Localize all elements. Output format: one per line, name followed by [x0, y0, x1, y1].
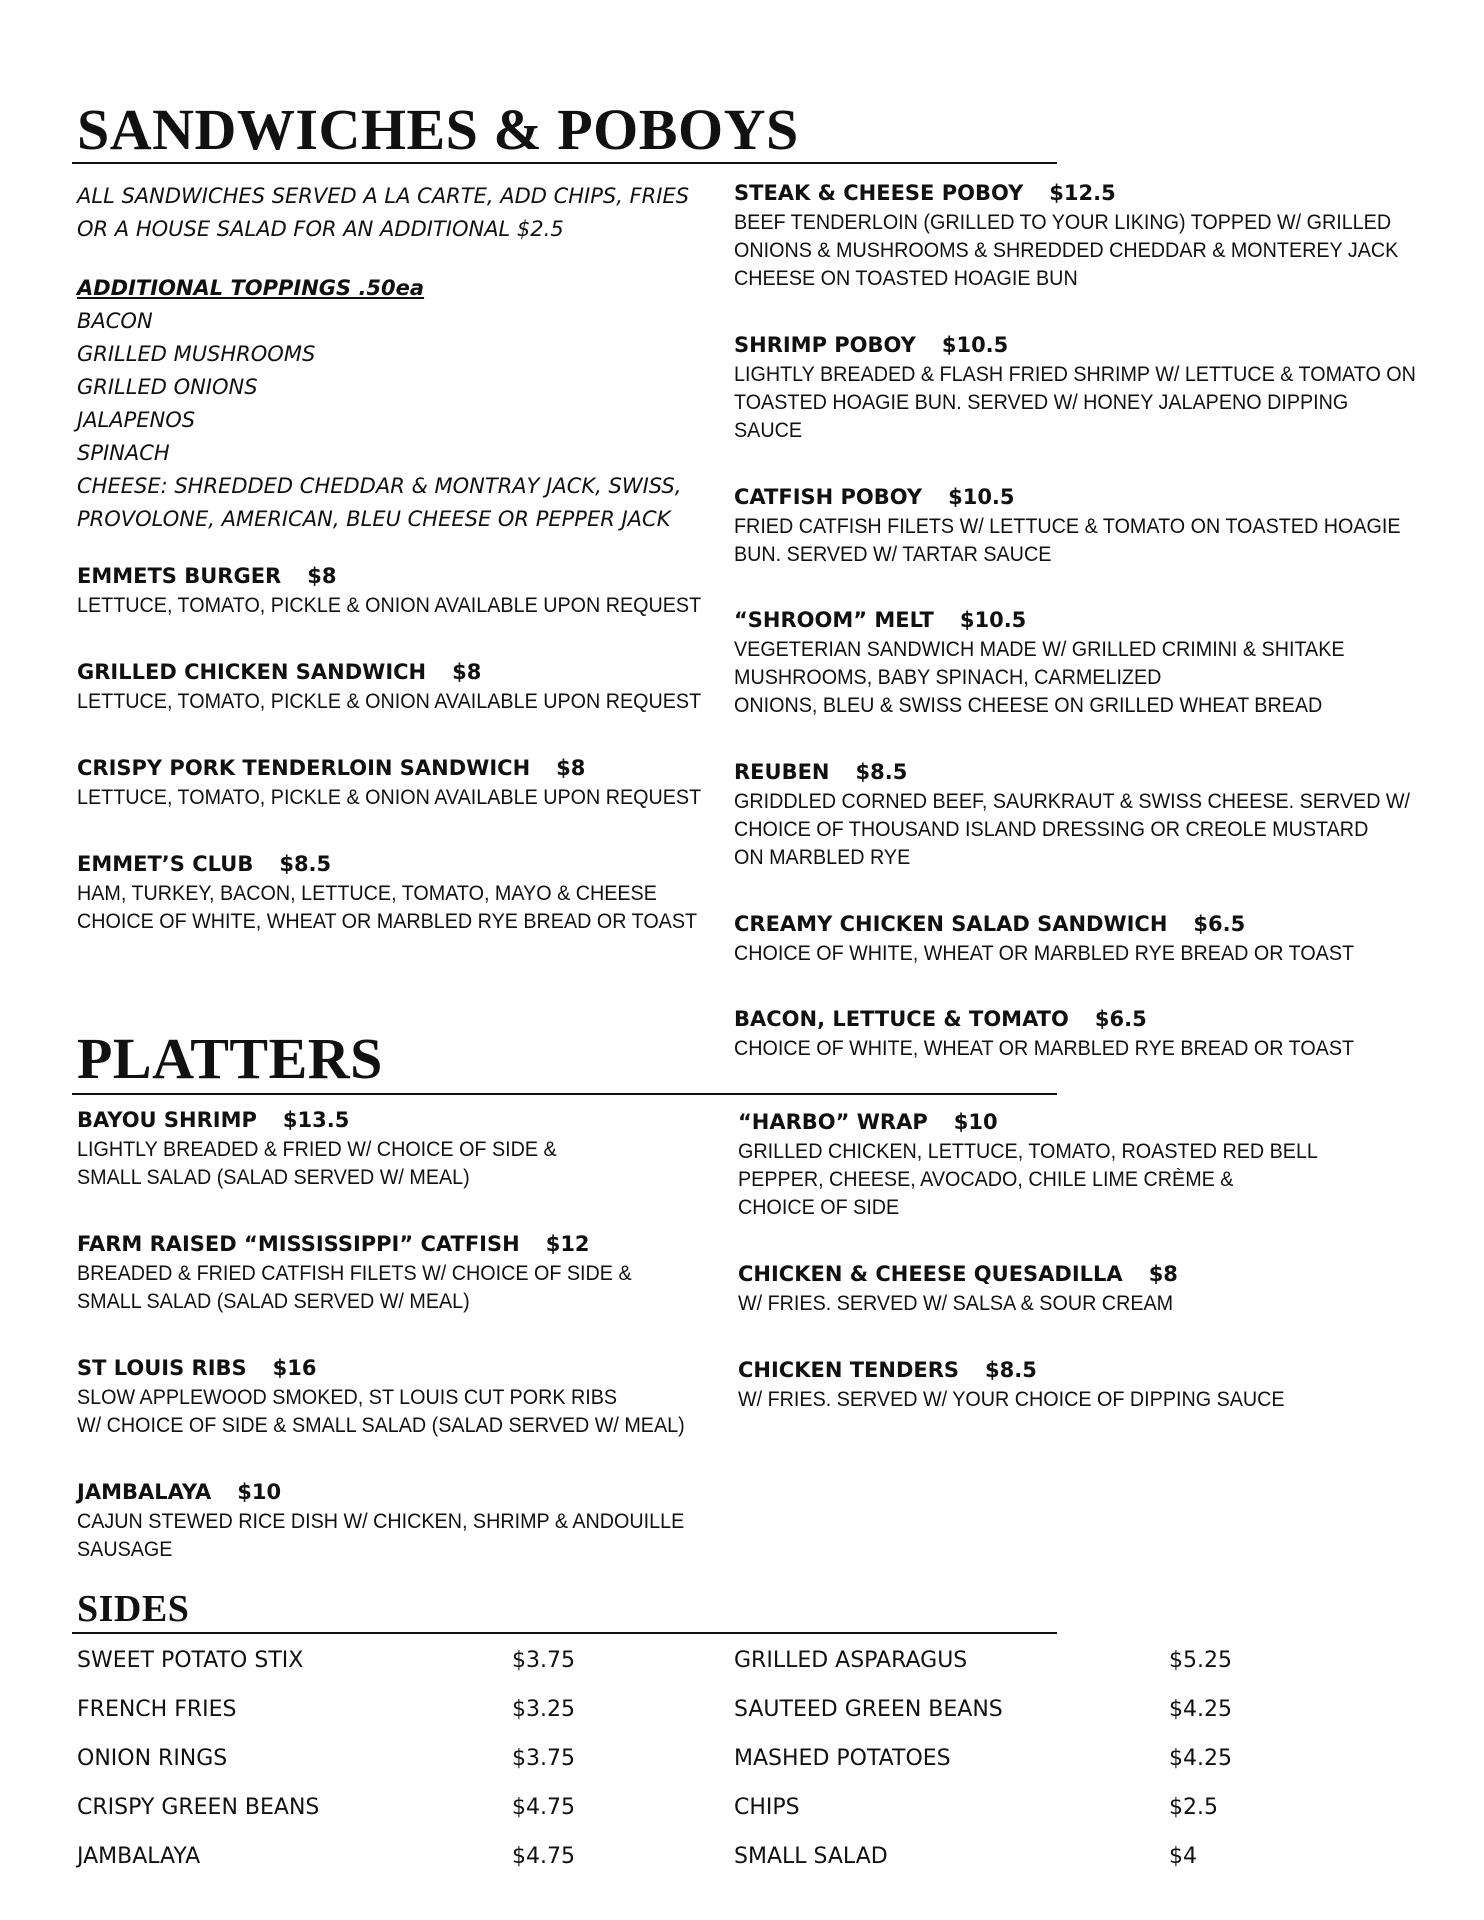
- item-name: “SHROOM” MELT: [734, 608, 934, 632]
- item-name: REUBEN: [734, 760, 830, 784]
- menu-item: [77, 564, 741, 620]
- item-name: JAMBALAYA: [77, 1480, 212, 1504]
- sandwiches-note: [77, 180, 689, 536]
- menu-item: [734, 485, 1443, 569]
- item-desc: W/ CHOICE OF SIDE & SMALL SALAD (SALAD SERVED W/ MEAL): [77, 1414, 685, 1437]
- item-price: $8: [452, 660, 482, 684]
- item-price: $6.5: [1094, 1007, 1147, 1031]
- item-desc: FRIED CATFISH FILETS W/ LETTUCE & TOMATO ON TOASTED HOAGIE: [734, 515, 1401, 538]
- side-price: $3.75: [512, 1746, 575, 1771]
- menu-item: [77, 1232, 667, 1316]
- item-desc: SMALL SALAD (SALAD SERVED W/ MEAL): [77, 1166, 470, 1189]
- item-price: $16: [272, 1356, 317, 1380]
- item-desc: VEGETERIAN SANDWICH MADE W/ GRILLED CRIMINI & SHITAKE: [734, 638, 1345, 661]
- menu-item: [738, 1358, 1319, 1414]
- sandwiches-heading: SANDWICHES & POBOYS: [77, 97, 799, 162]
- side-price: $4.25: [1169, 1746, 1232, 1771]
- item-name: FARM RAISED “MISSISSIPPI” CATFISH: [77, 1232, 520, 1256]
- item-desc: SAUSAGE: [77, 1538, 173, 1561]
- item-price: $10.5: [959, 608, 1027, 632]
- side-price: $5.25: [1169, 1648, 1232, 1673]
- side-name: SWEET POTATO STIX: [77, 1648, 304, 1673]
- menu-item: [77, 756, 741, 812]
- item-price: $10.5: [948, 485, 1015, 509]
- item-price: $8: [1148, 1262, 1178, 1286]
- side-name: MASHED POTATOES: [734, 1746, 951, 1771]
- item-name: BAYOU SHRIMP: [77, 1108, 257, 1132]
- topping-item: BACON: [77, 309, 153, 333]
- side-price: $4: [1169, 1844, 1197, 1869]
- menu-item: [738, 1262, 1201, 1318]
- item-desc: LIGHTLY BREADED & FLASH FRIED SHRIMP W/ LETTUCE & TOMATO ON: [734, 363, 1416, 386]
- item-desc: BUN. SERVED W/ TARTAR SAUCE: [734, 543, 1052, 566]
- item-desc: CHOICE OF WHITE, WHEAT OR MARBLED RYE BREAD OR TOAST: [77, 910, 698, 933]
- sandwiches-divider: [72, 162, 1057, 164]
- item-desc: CAJUN STEWED RICE DISH W/ CHICKEN, SHRIMP & ANDOUILLE: [77, 1510, 685, 1533]
- side-price: $4.75: [512, 1844, 575, 1869]
- note-line: ALL SANDWICHES SERVED A LA CARTE, ADD CHIPS, FRIES: [77, 184, 690, 208]
- menu-item: [77, 1480, 723, 1564]
- item-price: $10: [953, 1110, 998, 1134]
- side-price: $3.75: [512, 1648, 575, 1673]
- menu-item: [734, 912, 1394, 968]
- platters-heading: PLATTERS: [77, 1026, 383, 1091]
- side-price: $3.25: [512, 1697, 575, 1722]
- side-name: SMALL SALAD: [734, 1844, 888, 1869]
- menu-item: [77, 1356, 723, 1440]
- item-desc: CHOICE OF THOUSAND ISLAND DRESSING OR CREOLE MUSTARD: [734, 818, 1369, 841]
- menu-item: [734, 1007, 1394, 1063]
- item-desc: ONIONS & MUSHROOMS & SHREDDED CHEDDAR & MONTEREY JACK: [734, 239, 1399, 262]
- item-name: “HARBO” WRAP: [738, 1110, 928, 1134]
- item-desc: LETTUCE, TOMATO, PICKLE & ONION AVAILABLE UPON REQUEST: [77, 594, 702, 617]
- item-desc: SMALL SALAD (SALAD SERVED W/ MEAL): [77, 1290, 470, 1313]
- side-name: CRISPY GREEN BEANS: [77, 1795, 320, 1820]
- topping-item: GRILLED ONIONS: [77, 375, 258, 399]
- menu-item: [77, 852, 737, 936]
- item-price: $12.5: [1049, 181, 1116, 205]
- item-name: GRILLED CHICKEN SANDWICH: [77, 660, 427, 684]
- item-price: $12: [545, 1232, 590, 1256]
- sides-divider: [72, 1632, 1057, 1634]
- topping-item: CHEESE: SHREDDED CHEDDAR & MONTRAY JACK, SWISS,: [77, 474, 682, 498]
- side-name: CHIPS: [734, 1795, 800, 1820]
- side-name: SAUTEED GREEN BEANS: [734, 1697, 1003, 1722]
- item-desc: CHOICE OF WHITE, WHEAT OR MARBLED RYE BREAD OR TOAST: [734, 942, 1355, 965]
- topping-item: GRILLED MUSHROOMS: [77, 342, 316, 366]
- menu-item: [734, 760, 1453, 872]
- item-desc: BEEF TENDERLOIN (GRILLED TO YOUR LIKING) TOPPED W/ GRILLED: [734, 211, 1392, 234]
- side-price: $2.5: [1169, 1795, 1218, 1820]
- menu-item: [77, 660, 741, 716]
- item-name: EMMET’S CLUB: [77, 852, 254, 876]
- item-name: CHICKEN TENDERS: [738, 1358, 960, 1382]
- side-name: JAMBALAYA: [77, 1844, 201, 1869]
- item-price: $6.5: [1193, 912, 1246, 936]
- item-name: CATFISH POBOY: [734, 485, 923, 509]
- side-name: FRENCH FRIES: [77, 1697, 237, 1722]
- item-price: $8.5: [279, 852, 332, 876]
- item-desc: GRILLED CHICKEN, LETTUCE, TOMATO, ROASTED RED BELL: [738, 1140, 1318, 1163]
- item-name: EMMETS BURGER: [77, 564, 282, 588]
- item-desc: SAUCE: [734, 419, 803, 442]
- topping-item: PROVOLONE, AMERICAN, BLEU CHEESE OR PEPPER JACK: [77, 507, 671, 531]
- item-desc: LETTUCE, TOMATO, PICKLE & ONION AVAILABLE UPON REQUEST: [77, 690, 702, 713]
- toppings-title: ADDITIONAL TOPPINGS .50ea: [77, 276, 425, 300]
- item-desc: GRIDDLED CORNED BEEF, SAURKRAUT & SWISS CHEESE. SERVED W/: [734, 790, 1411, 813]
- item-desc: ON MARBLED RYE: [734, 846, 911, 869]
- item-name: ST LOUIS RIBS: [77, 1356, 247, 1380]
- item-desc: MUSHROOMS, BABY SPINACH, CARMELIZED: [734, 666, 1162, 689]
- platters-divider: [72, 1093, 1057, 1095]
- side-price: $4.75: [512, 1795, 575, 1820]
- sides-heading: SIDES: [77, 1588, 190, 1630]
- item-desc: CHOICE OF SIDE: [738, 1196, 900, 1219]
- item-price: $8.5: [855, 760, 908, 784]
- item-desc: CHEESE ON TOASTED HOAGIE BUN: [734, 267, 1078, 290]
- note-line: OR A HOUSE SALAD FOR AN ADDITIONAL $2.5: [77, 217, 564, 241]
- item-desc: PEPPER, CHEESE, AVOCADO, CHILE LIME CRÈME &: [738, 1168, 1234, 1191]
- item-desc: CHOICE OF WHITE, WHEAT OR MARBLED RYE BREAD OR TOAST: [734, 1037, 1355, 1060]
- item-desc: TOASTED HOAGIE BUN. SERVED W/ HONEY JALAPENO DIPPING: [734, 391, 1349, 414]
- item-desc: ONIONS, BLEU & SWISS CHEESE ON GRILLED WHEAT BREAD: [734, 694, 1323, 717]
- item-desc: LIGHTLY BREADED & FRIED W/ CHOICE OF SIDE &: [77, 1138, 557, 1161]
- menu-item: [734, 181, 1441, 293]
- item-desc: W/ FRIES. SERVED W/ SALSA & SOUR CREAM: [738, 1292, 1174, 1315]
- item-desc: BREADED & FRIED CATFISH FILETS W/ CHOICE OF SIDE &: [77, 1262, 632, 1285]
- item-price: $10.5: [941, 333, 1009, 357]
- item-price: $8: [556, 756, 586, 780]
- item-price: $13.5: [282, 1108, 350, 1132]
- side-name: ONION RINGS: [77, 1746, 228, 1771]
- menu-item: [734, 608, 1384, 720]
- item-desc: HAM, TURKEY, BACON, LETTUCE, TOMATO, MAYO & CHEESE: [77, 882, 657, 905]
- menu-item: [734, 333, 1459, 445]
- item-name: SHRIMP POBOY: [734, 333, 916, 357]
- item-name: STEAK & CHEESE POBOY: [734, 181, 1024, 205]
- item-desc: W/ FRIES. SERVED W/ YOUR CHOICE OF DIPPING SAUCE: [738, 1388, 1285, 1411]
- topping-item: JALAPENOS: [77, 408, 196, 432]
- menu-item: [738, 1110, 1355, 1222]
- item-name: CREAMY CHICKEN SALAD SANDWICH: [734, 912, 1168, 936]
- item-price: $8.5: [985, 1358, 1037, 1382]
- item-price: $10: [237, 1480, 282, 1504]
- item-price: $8: [307, 564, 337, 588]
- item-desc: SLOW APPLEWOOD SMOKED, ST LOUIS CUT PORK RIBS: [77, 1386, 618, 1409]
- side-price: $4.25: [1169, 1697, 1232, 1722]
- item-name: CRISPY PORK TENDERLOIN SANDWICH: [77, 756, 531, 780]
- item-name: CHICKEN & CHEESE QUESADILLA: [738, 1262, 1123, 1286]
- topping-item: SPINACH: [77, 441, 170, 465]
- item-name: BACON, LETTUCE & TOMATO: [734, 1007, 1069, 1031]
- side-name: GRILLED ASPARAGUS: [734, 1648, 968, 1673]
- item-desc: LETTUCE, TOMATO, PICKLE & ONION AVAILABLE UPON REQUEST: [77, 786, 702, 809]
- menu-item: [77, 1108, 587, 1192]
